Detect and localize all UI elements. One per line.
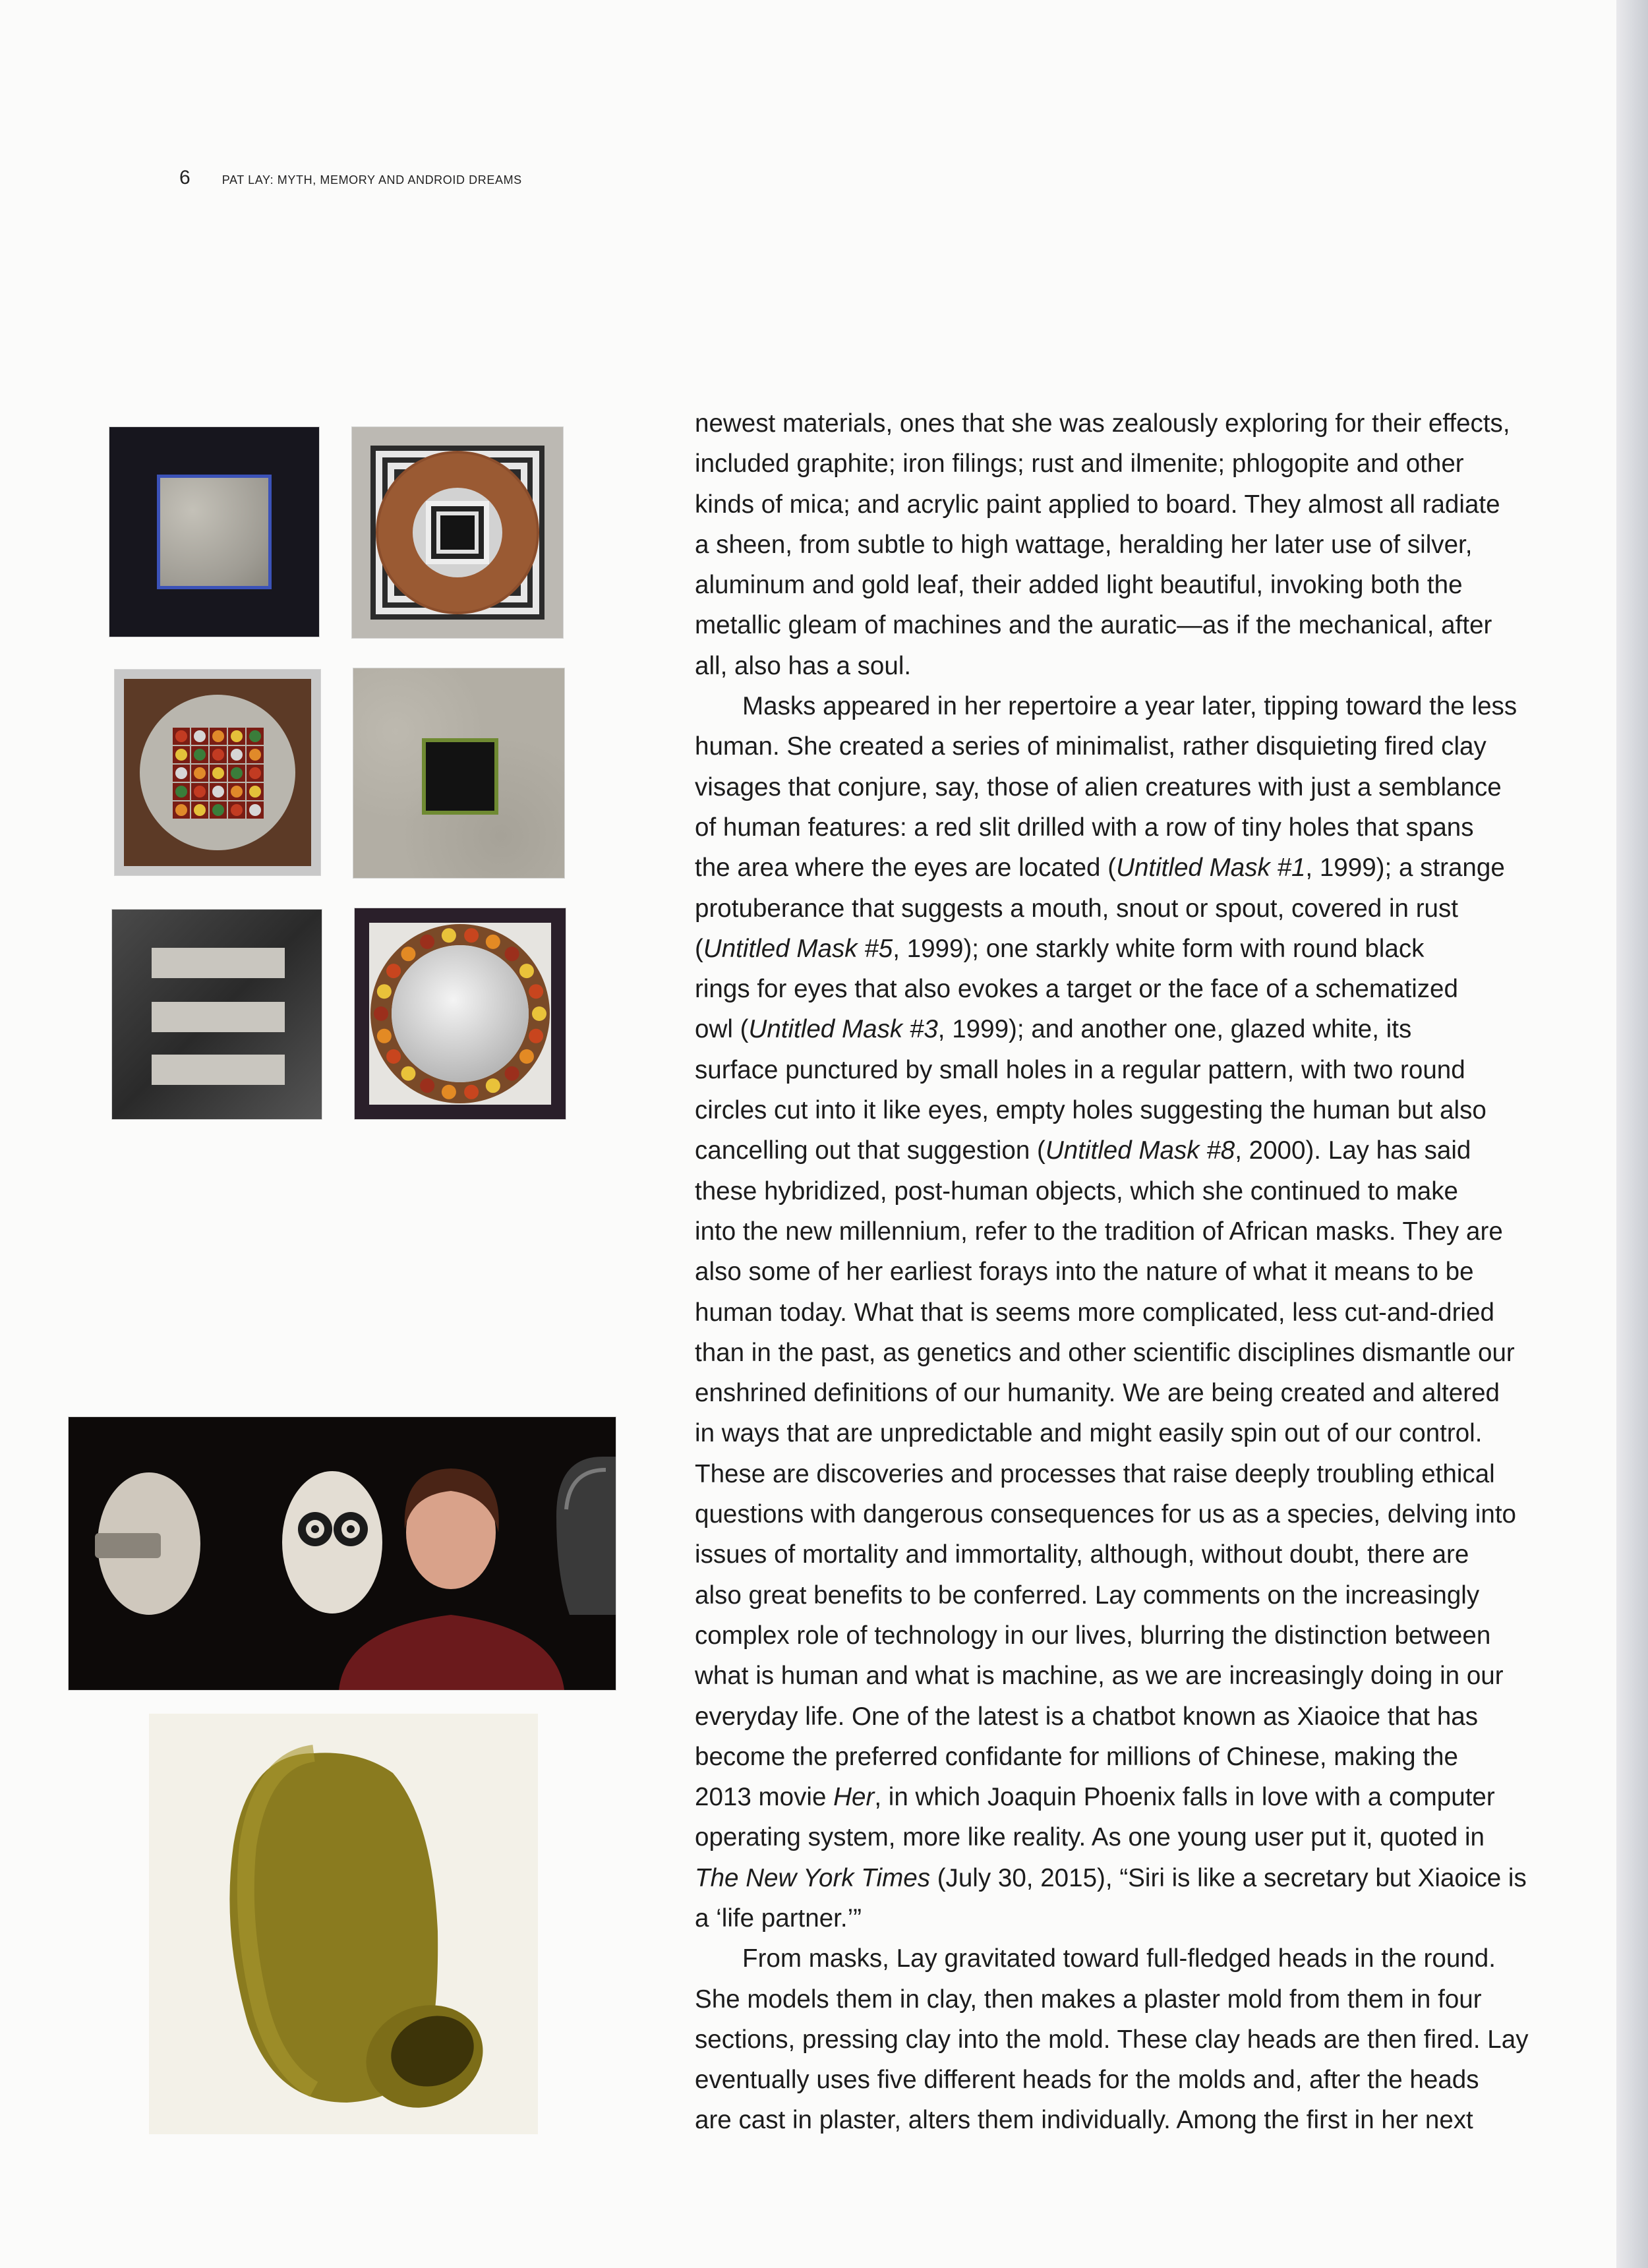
text-segment: , 1999); and another one, glazed white, its (937, 1015, 1412, 1044)
body-line: all, also has a soul. (695, 651, 912, 680)
body-line: protuberance that suggests a mouth, snout or spout, covered in rust (695, 894, 1459, 923)
text-segment: ( (695, 934, 703, 963)
body-line (695, 929, 1578, 969)
body-line: than in the past, as genetics and other scientific disciplines dismantle our (695, 1338, 1515, 1367)
body-line: a sheen, from subtle to high wattage, heralding her later use of silver, (695, 530, 1473, 559)
text-segment: 2013 movie (695, 1783, 834, 1812)
text-segment: , 1999); a strange (1305, 854, 1505, 883)
text-segment: owl ( (695, 1015, 749, 1044)
body-text (695, 403, 1578, 2141)
body-line: questions with dangerous consequences for us as a species, delving into (695, 1500, 1516, 1529)
body-line: what is human and what is machine, as we are increasingly doing in our (695, 1662, 1504, 1691)
body-line (695, 1130, 1578, 1171)
artwork-three-bars (112, 910, 322, 1119)
body-line: a ‘life partner.’” (695, 1904, 862, 1933)
body-line: sections, pressing clay into the mold. These clay heads are then fired. Lay (695, 2025, 1529, 2054)
body-line: eventually uses five different heads for the molds and, after the heads (695, 2066, 1479, 2095)
body-line: also great benefits to be conferred. Lay comments on the increasingly (695, 1581, 1480, 1610)
body-line: human. She created a series of minimalist, rather disquieting fired clay (695, 732, 1486, 761)
body-line: visages that conjure, say, those of alien creatures with just a semblance (695, 772, 1502, 801)
photo-ochre-spout-head (149, 1714, 538, 2134)
page-number: 6 (179, 167, 191, 189)
body-line: included graphite; iron filings; rust and ilmenite; phlogopite and other (695, 450, 1464, 479)
body-line: also some of her earliest forays into the nature of what it means to be (695, 1258, 1474, 1287)
running-head: PAT LAY: MYTH, MEMORY AND ANDROID DREAMS (221, 173, 522, 187)
artwork-square-on-black (109, 427, 319, 637)
body-line: everyday life. One of the latest is a chatbot known as Xiaoice that has (695, 1702, 1479, 1731)
body-line: From masks, Lay gravitated toward full-fledged heads in the round. (742, 1944, 1496, 1973)
artwork-dot-ring (355, 908, 566, 1119)
body-line: of human features: a red slit drilled with a row of tiny holes that spans (695, 813, 1474, 842)
text-segment: the area where the eyes are located ( (695, 854, 1117, 883)
body-line: surface punctured by small holes in a regular pattern, with two round (695, 1055, 1465, 1084)
body-line: become the preferred confidante for millions of Chinese, making the (695, 1742, 1458, 1771)
artwork-grid-disc (115, 670, 320, 875)
body-line: metallic gleam of machines and the auratic—as if the mechanical, after (695, 611, 1492, 640)
body-line: circles cut into it like eyes, empty holes suggesting the human but also (695, 1096, 1486, 1125)
body-line: operating system, more like reality. As one young user put it, quoted in (695, 1823, 1485, 1852)
italic-title: The New York Times (695, 1863, 930, 1892)
text-segment: , 1999); one starkly white form with round black (893, 934, 1425, 963)
artwork-rust-ring (352, 427, 563, 638)
body-line: human today. What that is seems more complicated, less cut-and-dried (695, 1298, 1494, 1327)
body-line (695, 1009, 1578, 1049)
text-segment: , 2000). Lay has said (1235, 1136, 1471, 1165)
text-segment: cancelling out that suggestion ( (695, 1136, 1045, 1165)
italic-title: Untitled Mask #1 (1116, 854, 1306, 883)
italic-title: Untitled Mask #3 (748, 1015, 938, 1044)
body-line: are cast in plaster, alters them individually. Among the first in her next (695, 2106, 1473, 2135)
text-segment: (July 30, 2015), “Siri is like a secretary but Xiaoice is (929, 1863, 1527, 1892)
artwork-green-square (353, 668, 564, 878)
page-edge-shadow (1616, 0, 1648, 2268)
page-header (179, 167, 522, 193)
body-line (695, 1777, 1578, 1817)
body-line: in ways that are unpredictable and might easily spin out of our control. (695, 1419, 1483, 1448)
body-line (695, 1858, 1578, 1898)
body-line: aluminum and gold leaf, their added light beautiful, invoking both the (695, 571, 1463, 600)
body-line: kinds of mica; and acrylic paint applied to board. They almost all radiate (695, 490, 1500, 519)
body-line: enshrined definitions of our humanity. We are being created and altered (695, 1379, 1500, 1408)
body-line: Masks appeared in her repertoire a year later, tipping toward the less (742, 692, 1517, 721)
body-line: these hybridized, post-human objects, which she continued to make (695, 1177, 1459, 1206)
text-segment: , in which Joaquin Phoenix falls in love with a computer (874, 1783, 1495, 1812)
body-line: newest materials, ones that she was zealously exploring for their effects, (695, 409, 1510, 438)
body-line: complex role of technology in our lives, blurring the distinction between (695, 1621, 1491, 1650)
body-line (695, 848, 1578, 888)
body-line: into the new millennium, refer to the tradition of African masks. They are (695, 1217, 1503, 1246)
body-line: She models them in clay, then makes a plaster mold from them in four (695, 1985, 1482, 2014)
photo-artist-with-masks (69, 1417, 616, 1690)
italic-title: Her (833, 1783, 875, 1812)
body-line: issues of mortality and immortality, although, without doubt, there are (695, 1540, 1469, 1569)
body-line: rings for eyes that also evokes a target or the face of a schematized (695, 975, 1458, 1004)
body-line: These are discoveries and processes that raise deeply troubling ethical (695, 1459, 1495, 1488)
italic-title: Untitled Mask #8 (1045, 1136, 1235, 1165)
italic-title: Untitled Mask #5 (703, 934, 893, 963)
